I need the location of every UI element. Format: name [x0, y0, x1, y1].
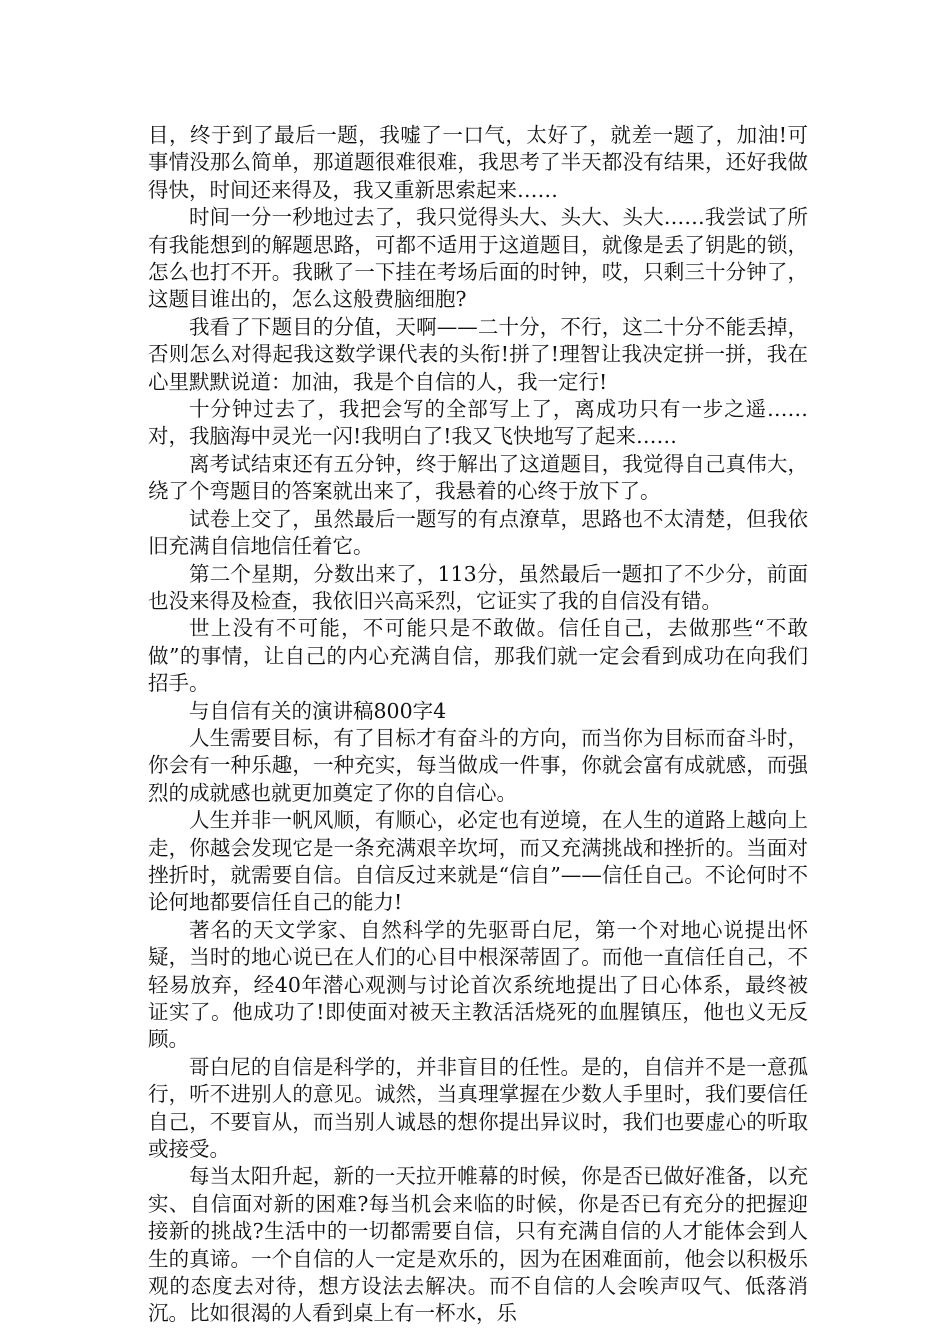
paragraph-5: 离考试结束还有五分钟，终于解出了这道题目，我觉得自己真伟大，绕了个弯题目的答案就出来了，我悬着的心终于放下了。 — [148, 451, 808, 504]
paragraph-4: 十分钟过去了，我把会写的全部写上了，离成功只有一步之遥……对，我脑海中灵光一闪!我明白了!我又飞快地写了起来…… — [148, 397, 808, 449]
paragraph-2: 时间一分一秒地过去了，我只觉得头大、头大、头大……我尝试了所有我能想到的解题思路，可都不适用于这道题目，就像是丢了钥匙的锁，怎么也打不开。我瞅了一下挂在考场后面的时钟，哎，只剩三十分钟了，这题目谁出的，怎么这般费脑细胞? — [148, 205, 808, 312]
paragraph-1: 目，终于到了最后一题，我嘘了一口气，太好了，就差一题了，加油!可事情没那么简单，那道题很难很难，我思考了半天都没有结果，还好我做得快，时间还来得及，我又重新思索起来…… — [148, 123, 808, 202]
paragraph-12: 哥白尼的自信是科学的，并非盲目的任性。是的，自信并不是一意孤行，听不进别人的意见。诚然，当真理掌握在少数人手里时，我们要信任自己，不要盲从，而当别人诚恳的想你提出异议时，我们也要虚心的听取或接受。 — [148, 1054, 808, 1162]
paragraph-9: 人生需要目标，有了目标才有奋斗的方向，而当你为目标而奋斗时，你会有一种乐趣，一种充实，每当做成一件事，你就会富有成就感，而强烈的成就感也就更加奠定了你的自信心。 — [148, 725, 808, 805]
paragraph-6: 试卷上交了，虽然最后一题写的有点潦草，思路也不太清楚，但我依旧充满自信地信任着它。 — [148, 506, 808, 559]
paragraph-3: 我看了下题目的分值，天啊——二十分，不行，这二十分不能丢掉，否则怎么对得起我这数学课代表的头衔!拼了!理智让我决定拼一拼，我在心里默默说道：加油，我是个自信的人，我一定行! — [148, 314, 808, 394]
paragraph-13: 每当太阳升起，新的一天拉开帷幕的时候，你是否已做好准备，以充实、自信面对新的困难?每当机会来临的时候，你是否已有充分的把握迎接新的挑战?生活中的一切都需要自信，只有充满自信的人才能体会到人生的真谛。一个自信的人一定是欢乐的，因为在困难面前，他会以积极乐观的态度去对待，想方设法去解决。而不自信的人会唉声叹气、低落消沉。比如很渴的人看到桌上有一杯水，乐 — [148, 1164, 808, 1326]
section-heading: 与自信有关的演讲稿800字4 — [189, 698, 447, 723]
paragraph-10: 人生并非一帆风顺，有顺心，必定也有逆境，在人生的道路上越向上走，你越会发现它是一条充满艰辛坎坷，而又充满挑战和挫折的。当面对挫折时，就需要自信。自信反过来就是“信自”——信任自己。不论何时不论何地都要信任自己的能力! — [148, 808, 808, 915]
paragraph-7: 第二个星期，分数出来了，113分，虽然最后一题扣了不少分，前面也没来得及检查，我依旧兴高采烈，它证实了我的自信没有错。 — [148, 561, 808, 613]
paragraph-11: 著名的天文学家、自然科学的先驱哥白尼，第一个对地心说提出怀疑，当时的地心说已在人们的心目中根深蒂固了。而他一直信任自己，不轻易放弃，经40年潜心观测与讨论首次系统地提出了日心体系，最终被证实了。他成功了!即使面对被天主教活活烧死的血腥镇压，他也义无反顾。 — [148, 917, 808, 1052]
paragraph-8: 世上没有不可能，不可能只是不敢做。信任自己，去做那些“不敢做”的事情，让自己的内心充满自信，那我们就一定会看到成功在向我们招手。 — [148, 616, 808, 696]
document-page — [148, 122, 808, 1328]
